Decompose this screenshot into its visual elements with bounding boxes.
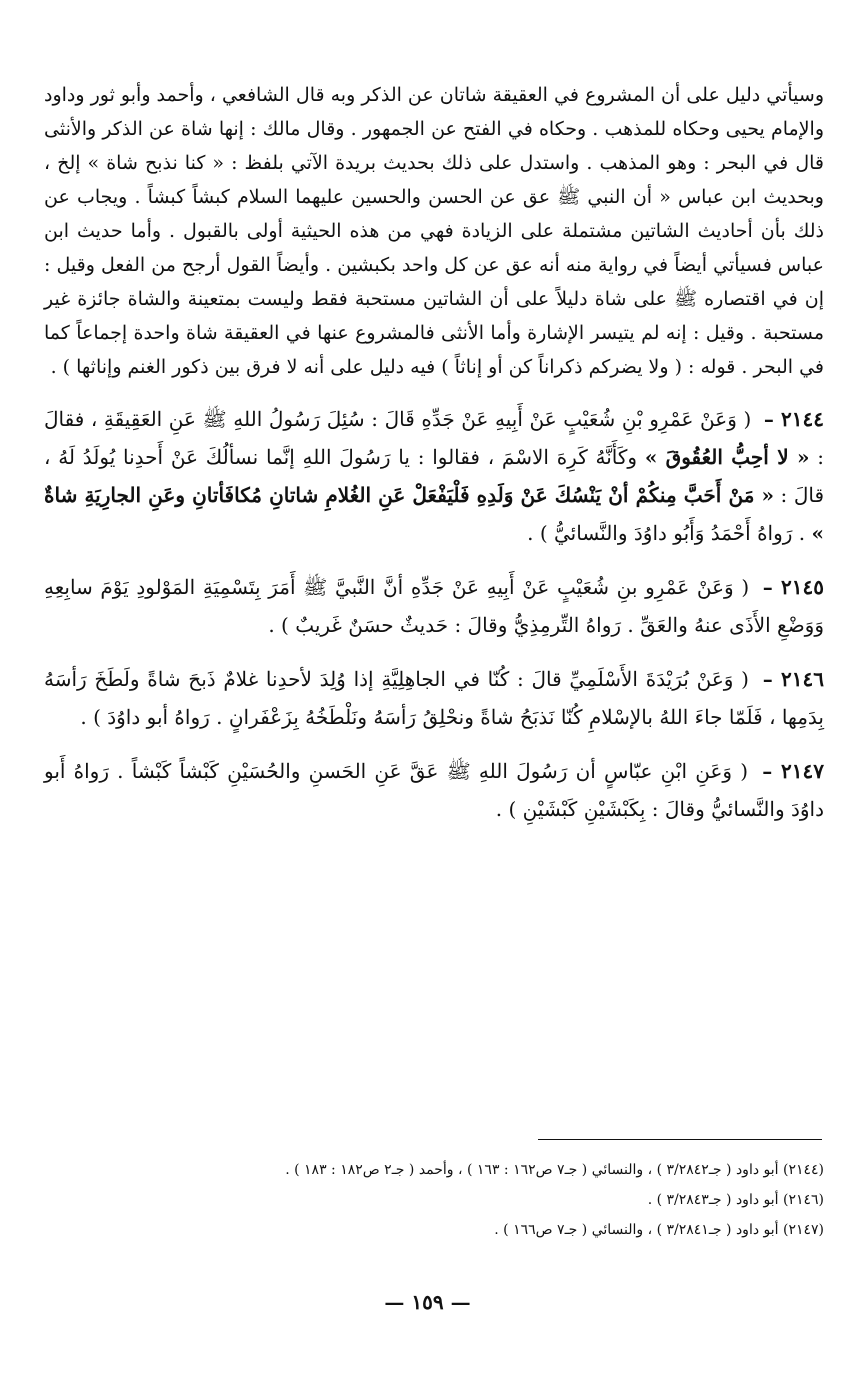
- hadith-2147: [44, 752, 824, 828]
- footnote-divider: [538, 1139, 822, 1140]
- hadith-bold-text: « مَنْ أَحَبَّ مِنكُمْ أنْ يَنْسُكَ عَنْ وَلَدِهِ فَلْيَفْعَلْ عَنِ الغُلامِ شاتانِ مُكافَأتانِ وعَنِ الجارِيَةِ شاةٌ »: [44, 483, 824, 545]
- footnote: (٢١٤٦) أبو داود ( جـ٣/٢٨٤٣ ) .: [647, 1192, 824, 1208]
- page-body: [44, 78, 824, 838]
- hadith-2146: [44, 660, 824, 736]
- hadith-narration: . رَواهُ أَحْمَدُ وَأَبُو داوُدَ والنَّسائيُّ ) .: [527, 521, 812, 545]
- hadith-text: ( وَعَنْ عَمْرِو بنِ شُعَيْبٍ عَنْ أَبِيهِ عَنْ جَدِّهِ أنَّ النَّبيَّ ﷺ أَمَرَ بِتَسْمِيَةِ المَوْلودِ يَوْمَ سابِعِهِ وَوَضْعِ الأَذَى عنهُ والعَقِّ . رَواهُ التِّرمِذِيُّ وقالَ : حَديثٌ حسَنٌ غَريبٌ ) .: [44, 575, 824, 637]
- hadith-2145: [44, 568, 824, 644]
- page-number: — ١٥٩ —: [384, 1290, 471, 1314]
- hadith-number: ٢١٤٧ –: [762, 759, 824, 783]
- footnotes: [44, 1155, 824, 1245]
- hadith-number: ٢١٤٤ –: [763, 407, 825, 431]
- hadith-bold-text: « لا أحِبُّ العُقُوقَ »: [644, 445, 810, 469]
- hadith-text: وكَأَنَّهُ كَرِهَ الاسْمَ ، فقالوا : يا رَسُولَ اللهِ إنَّما نسألُكَ عَنْ أَحدِنا يُولَدُ لَهُ ، قالَ :: [44, 445, 824, 507]
- footnote: (٢١٤٧) أبو داود ( جـ٣/٢٨٤١ ) ، والنسائي ( جـ٧ ص١٦٦ ) .: [494, 1222, 824, 1238]
- hadith-text: ( وَعَنْ عَمْرِو بْنِ شُعَيْبٍ عَنْ أَبِيهِ عَنْ جَدِّهِ قَالَ : سُئِلَ رَسُولُ اللهِ ﷺ عَنِ العَقِيقَةِ ، فقالَ :: [44, 407, 824, 469]
- hadith-text: ( وَعَنِ ابْنِ عبّاسٍ أن رَسُولَ اللهِ ﷺ عَقَّ عَنِ الحَسنِ والحُسَيْنِ كَبْشاً كَبْشاً . رَواهُ أَبو داوُدَ والنَّسائيُّ وقالَ : بِكَبْشَيْنِ كَبْشَيْنِ ) .: [44, 759, 824, 821]
- hadith-2144: [44, 400, 824, 552]
- footnote: (٢١٤٤) أبو داود ( جـ٣/٢٨٤٢ ) ، والنسائي ( جـ٧ ص١٦٢ : ١٦٣ ) ، وأحمد ( جـ٢ ص١٨٢ : ١٨٣ ) .: [285, 1162, 824, 1178]
- hadith-number: ٢١٤٥ –: [762, 575, 825, 599]
- hadith-text: ( وَعَنْ بُرَيْدَةَ الأَسْلَمِيِّ قالَ : كُنّا في الجاهِلِيَّةِ إذا وُلِدَ لأحدِنا غلامٌ ذَبحَ شاةً ولَطَخَ رَأسَهُ بِدَمِها ، فَلَمّا جاءَ اللهُ بالإسْلامِ كُنّا نَذبَحُ شاةً ونحْلِقُ رَأسَهُ ونَلْطَخُهُ بِزَعْفَرانٍ . رَواهُ أبو داوُدَ ) .: [44, 667, 824, 729]
- commentary-paragraph: وسيأتي دليل على أن المشروع في العقيقة شاتان عن الذكر وبه قال الشافعي ، وأحمد وأبو ثور وداود والإمام يحيى وحكاه للمذهب . وحكاه في الفتح عن الجمهور . وقال مالك : إنها شاة عن الذكر والأنثى قال في البحر : وهو المذهب . واستدل على ذلك بحديث بريدة الآتي بلفظ : « كنا نذبح شاة » إلخ ، وبحديث ابن عباس « أن النبي ﷺ عق عن الحسن والحسين عليهما السلام كبشاً كبشاً . ويجاب عن ذلك بأن أحاديث الشاتين مشتملة على الزيادة فهي من هذه الحيثية أولى بالقبول . وأما حديث ابن عباس فسيأتي أيضاً في رواية منه أنه عق عن كل واحد بكبشين . وأيضاً القول أرجح من الفعل وقيل : إن في اقتصاره ﷺ على شاة دليلاً على أن الشاتين مستحبة فقط وليست بمتعينة والشاة جائزة غير مستحبة . وقيل : إنه لم يتيسر الإشارة وأما الأنثى فالمشروع عنها في العقيقة شاة واحدة إجماعاً كما في البحر . قوله : ( ولا يضركم ذكراناً كن أو إناثاً ) فيه دليل على أنه لا فرق بين ذكور الغنم وإناثها ) .: [44, 84, 824, 378]
- hadith-number: ٢١٤٦ –: [762, 667, 825, 691]
